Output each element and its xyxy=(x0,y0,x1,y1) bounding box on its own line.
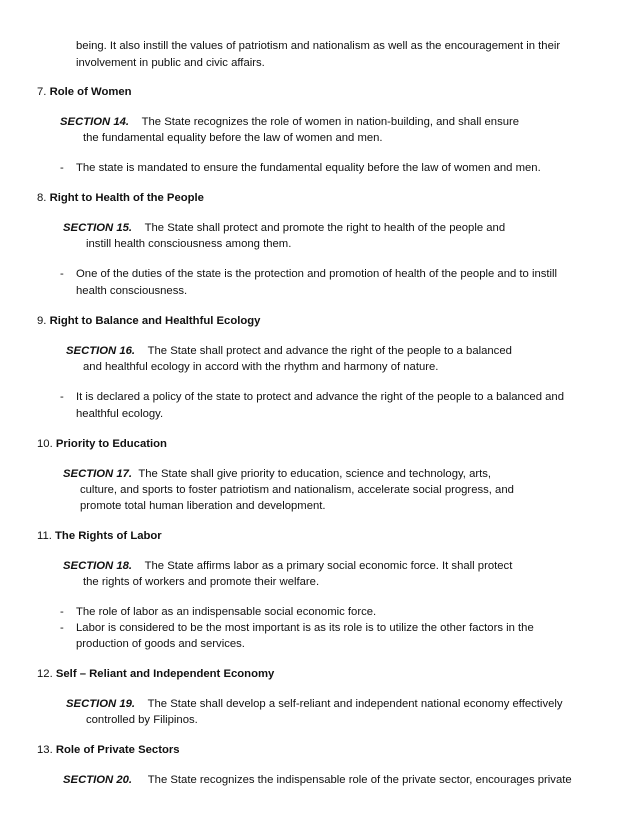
section-text: The State shall give priority to education, science and technology, arts, xyxy=(138,468,492,480)
bullet-dash: - xyxy=(60,268,64,280)
heading-number: 13. xyxy=(37,744,53,756)
bullet-9-1a: It is declared a policy of the state to protect and advance the right of the people to a balanced and xyxy=(76,391,564,403)
heading-title: Role of Women xyxy=(49,86,132,98)
heading-title: Right to Health of the People xyxy=(49,192,204,204)
section-label: SECTION 17. xyxy=(63,468,133,480)
section-text: The State shall develop a self-reliant and independent national economy effectively xyxy=(147,698,563,710)
heading-number: 12. xyxy=(37,668,53,680)
heading-9 xyxy=(37,313,260,330)
section-17-line-1 xyxy=(63,466,491,483)
bullet-dash: - xyxy=(60,391,64,403)
section-label: SECTION 18. xyxy=(63,560,133,572)
bullet-8-1b: health consciousness. xyxy=(76,285,188,297)
section-18-line-2: the rights of workers and promote their welfare. xyxy=(83,576,320,588)
heading-title: Self – Reliant and Independent Economy xyxy=(55,668,275,680)
heading-7 xyxy=(37,84,132,101)
bullet-11-1: The role of labor as an indispensable social economic force. xyxy=(76,606,377,618)
section-20-line-1 xyxy=(63,772,572,789)
section-14-line-1 xyxy=(60,114,519,131)
heading-number: 11. xyxy=(37,530,52,542)
section-text: The State recognizes the indispensable role of the private sector, encourages private xyxy=(147,774,572,786)
heading-title: Role of Private Sectors xyxy=(55,744,180,756)
section-19-line-1 xyxy=(66,696,563,713)
section-text: The State recognizes the role of women in nation-building, and shall ensure xyxy=(141,116,520,128)
bullet-11-2b: production of goods and services. xyxy=(76,638,245,650)
bullet-11-2a: Labor is considered to be the most important is as its role is to utilize the other factors in the xyxy=(76,622,534,634)
bullet-8-1a: One of the duties of the state is the protection and promotion of health of the people and to instill xyxy=(76,268,558,280)
bullet-dash: - xyxy=(60,606,64,618)
section-15-line-1 xyxy=(63,220,505,237)
heading-10 xyxy=(37,436,167,453)
section-14-line-2: the fundamental equality before the law of women and men. xyxy=(83,132,383,144)
section-text: The State shall protect and promote the right to health of the people and xyxy=(144,222,506,234)
heading-13 xyxy=(37,742,180,759)
section-label: SECTION 20. xyxy=(63,774,133,786)
heading-number: 9. xyxy=(37,315,47,327)
section-15-line-2: instill health consciousness among them. xyxy=(86,238,292,250)
heading-number: 8. xyxy=(37,192,47,204)
heading-title: Right to Balance and Healthful Ecology xyxy=(49,315,261,327)
intro-line-2: involvement in public and civic affairs. xyxy=(76,57,265,69)
bullet-dash: - xyxy=(60,622,64,634)
heading-title: Priority to Education xyxy=(55,438,167,450)
heading-title: The Rights of Labor xyxy=(55,530,162,542)
heading-number: 10. xyxy=(37,438,53,450)
heading-11 xyxy=(37,528,162,545)
section-text: The State affirms labor as a primary social economic force. It shall protect xyxy=(144,560,513,572)
section-label: SECTION 14. xyxy=(60,116,130,128)
heading-8 xyxy=(37,190,204,207)
intro-line-1: being. It also instill the values of patriotism and nationalism as well as the encouragement in their xyxy=(76,40,561,52)
section-19-line-2: controlled by Filipinos. xyxy=(86,714,198,726)
section-18-line-1 xyxy=(63,558,512,575)
section-label: SECTION 15. xyxy=(63,222,133,234)
heading-12 xyxy=(37,666,274,683)
section-17-line-3: promote total human liberation and development. xyxy=(80,500,326,512)
section-label: SECTION 19. xyxy=(66,698,136,710)
section-text: The State shall protect and advance the right of the people to a balanced xyxy=(147,345,512,357)
bullet-7-1: The state is mandated to ensure the fundamental equality before the law of women and men. xyxy=(76,162,541,174)
bullet-dash: - xyxy=(60,162,64,174)
section-label: SECTION 16. xyxy=(66,345,136,357)
section-17-line-2: culture, and sports to foster patriotism and nationalism, accelerate social progress, and xyxy=(80,484,514,496)
section-16-line-1 xyxy=(66,343,512,360)
heading-number: 7. xyxy=(37,86,47,98)
bullet-9-1b: healthful ecology. xyxy=(76,408,164,420)
section-16-line-2: and healthful ecology in accord with the rhythm and harmony of nature. xyxy=(83,361,439,373)
